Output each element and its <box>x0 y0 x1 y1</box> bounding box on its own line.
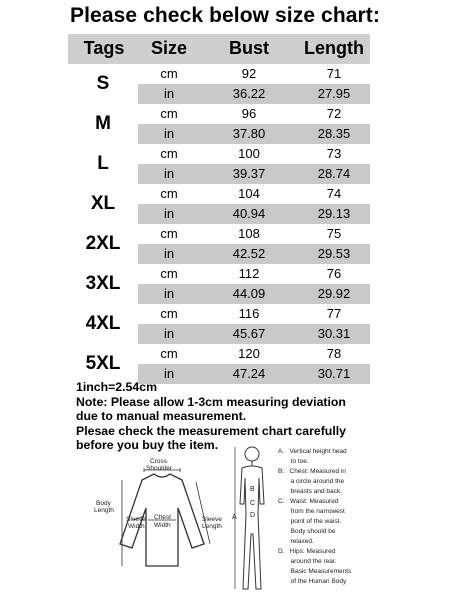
table-row-cm <box>138 184 370 204</box>
legend-line: A. Vertical height head <box>278 448 347 455</box>
length-cell: 72 <box>326 106 342 121</box>
length-cell: 28.74 <box>317 166 351 181</box>
size-table <box>68 34 370 384</box>
legend-line: around the rear. <box>278 558 337 565</box>
label-sleeve-width-1: Sleeve <box>126 516 146 523</box>
unit-cell: cm <box>160 226 178 241</box>
length-cell: 74 <box>326 186 342 201</box>
size-tag: M <box>68 104 138 144</box>
unit-cell: in <box>163 86 175 101</box>
length-cell: 75 <box>326 226 342 241</box>
label-b: B <box>250 486 255 493</box>
length-cell: 77 <box>326 306 342 321</box>
legend-line: from the narrowest <box>278 508 345 515</box>
size-tag: 2XL <box>68 224 138 264</box>
size-tag: L <box>68 144 138 184</box>
label-c: C <box>250 500 256 507</box>
unit-cell: cm <box>160 266 178 281</box>
length-cell: 30.71 <box>317 366 351 381</box>
length-cell: 78 <box>326 346 342 361</box>
label-sleeve-length-1: Sleeve <box>202 516 222 523</box>
length-cell: 73 <box>326 146 342 161</box>
header-tags: Tags <box>83 38 125 58</box>
unit-cell: in <box>163 166 175 181</box>
legend-line: B. Chest: Measured in <box>278 468 346 475</box>
notes <box>76 380 446 453</box>
header-length: Length <box>304 38 364 58</box>
unit-cell: cm <box>160 146 178 161</box>
bust-cell: 40.94 <box>232 206 266 221</box>
table-row-in <box>138 244 370 264</box>
size-group <box>68 184 370 224</box>
table-row-in <box>138 164 370 184</box>
size-tag: 3XL <box>68 264 138 304</box>
bust-cell: 92 <box>241 66 257 81</box>
bust-cell: 100 <box>238 146 260 161</box>
length-cell: 71 <box>326 66 342 81</box>
legend-line: a circle around the <box>278 478 345 485</box>
size-group <box>68 264 370 304</box>
bust-cell: 39.37 <box>232 166 266 181</box>
legend-line: of the Human Body <box>278 578 347 585</box>
table-row-in <box>138 204 370 224</box>
unit-cell: in <box>163 326 175 341</box>
unit-cell: in <box>163 126 175 141</box>
size-tag: S <box>68 64 138 104</box>
note-check-cont: before you buy the item. <box>76 438 219 453</box>
bust-cell: 108 <box>238 226 260 241</box>
header-bust: Bust <box>229 38 269 58</box>
size-rows <box>68 64 370 384</box>
label-chest-1: Chest <box>154 514 171 521</box>
legend-line: relaxed. <box>278 538 314 545</box>
table-row-cm <box>138 264 370 284</box>
legend-line: point of the waist. <box>278 518 342 525</box>
length-cell: 27.95 <box>317 86 351 101</box>
table-row-cm <box>138 64 370 84</box>
legend-line: D. Hips: Measured <box>278 548 336 555</box>
bust-cell: 47.24 <box>232 366 266 381</box>
unit-cell: cm <box>160 346 178 361</box>
size-group <box>68 64 370 104</box>
bust-cell: 36.22 <box>232 86 266 101</box>
label-cross: Cross <box>150 458 167 465</box>
unit-cell: in <box>163 246 175 261</box>
legend-line: breasts and back. <box>278 488 342 495</box>
bust-cell: 112 <box>238 266 260 281</box>
size-group <box>68 224 370 264</box>
body-diagram <box>232 444 272 594</box>
size-group <box>68 144 370 184</box>
table-row-cm <box>138 144 370 164</box>
size-group <box>68 104 370 144</box>
table-row-in <box>138 324 370 344</box>
body-legend <box>278 448 398 598</box>
length-cell: 28.35 <box>317 126 351 141</box>
length-cell: 76 <box>326 266 342 281</box>
label-body-length: Length <box>94 507 114 514</box>
legend-line: to toe. <box>278 458 309 465</box>
length-cell: 29.13 <box>317 206 351 221</box>
table-row-cm <box>138 304 370 324</box>
bust-cell: 45.67 <box>232 326 266 341</box>
size-group <box>68 344 370 384</box>
table-row-cm <box>138 224 370 244</box>
legend-line: Body should be <box>278 528 336 535</box>
note-check: Plesae check the measurement chart carefully <box>76 423 346 438</box>
label-chest-2: Width <box>154 522 171 529</box>
bust-cell: 44.09 <box>232 286 266 301</box>
label-d: D <box>250 512 256 519</box>
bust-cell: 120 <box>238 346 260 361</box>
unit-cell: cm <box>160 306 178 321</box>
bust-cell: 116 <box>238 306 260 321</box>
table-row-in <box>138 84 370 104</box>
bust-cell: 96 <box>241 106 257 121</box>
note-deviation: Note: Please allow 1-3cm measuring deviation <box>76 394 346 409</box>
size-tag: XL <box>68 184 138 224</box>
label-sleeve-width-2: Width <box>128 523 145 530</box>
label-body: Body <box>96 500 111 507</box>
label-shoulder: Shoulder <box>146 465 173 472</box>
label-a: A <box>232 514 237 521</box>
size-tag: 5XL <box>68 344 138 384</box>
note-deviation-cont: due to manual measurement. <box>76 409 247 424</box>
unit-cell: in <box>163 286 175 301</box>
page-title: Please check below size chart: <box>70 4 380 27</box>
unit-cell: in <box>163 206 175 221</box>
size-group <box>68 304 370 344</box>
table-row-cm <box>138 104 370 124</box>
note-conversion: 1inch=2.54cm <box>76 380 158 394</box>
human-body-icon <box>232 444 272 594</box>
table-row-in <box>138 124 370 144</box>
unit-cell: cm <box>160 66 178 81</box>
unit-cell: in <box>163 366 175 381</box>
table-header <box>68 34 370 64</box>
garment-diagram <box>92 458 232 586</box>
length-cell: 29.92 <box>317 286 351 301</box>
unit-cell: cm <box>160 186 178 201</box>
table-row-in <box>138 284 370 304</box>
size-tag: 4XL <box>68 304 138 344</box>
table-row-cm <box>138 344 370 364</box>
label-sleeve-length-2: Length <box>202 523 222 530</box>
unit-cell: cm <box>160 106 178 121</box>
legend-line: C. Waist: Measured <box>278 498 339 505</box>
bust-cell: 37.80 <box>232 126 266 141</box>
length-cell: 29.53 <box>317 246 351 261</box>
bust-cell: 104 <box>238 186 260 201</box>
length-cell: 30.31 <box>317 326 351 341</box>
bust-cell: 42.52 <box>232 246 266 261</box>
header-size: Size <box>150 38 188 58</box>
legend-line: Basic Measurements <box>278 568 352 575</box>
